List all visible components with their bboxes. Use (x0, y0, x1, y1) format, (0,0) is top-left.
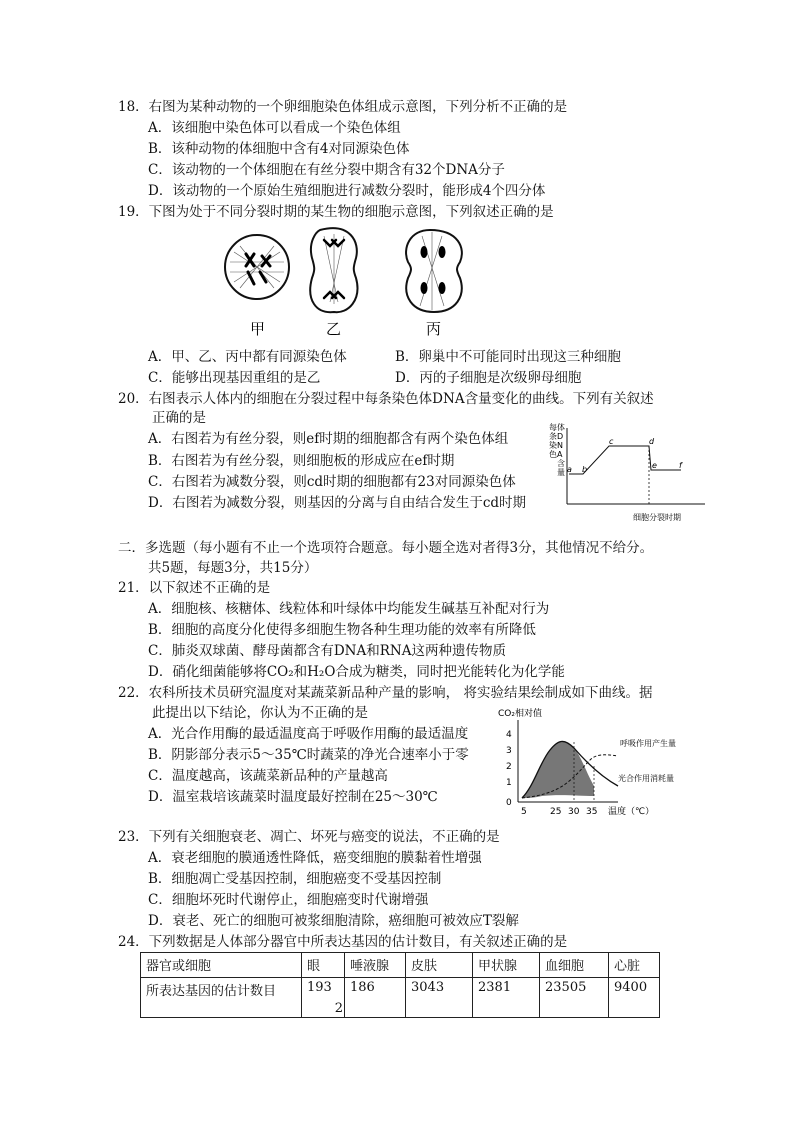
table-header-cell: 唾液腺 (345, 953, 406, 978)
ytick-3: 3 (506, 746, 512, 756)
point-d: d (649, 437, 655, 446)
legend-respiration: 呼吸作用产生量 (620, 739, 676, 748)
co2-chart-xlabel: 温度（℃） (608, 807, 655, 817)
co2-chart-ylabel: CO₂相对值 (498, 709, 542, 719)
cell-yi (310, 228, 357, 312)
q24-stem: 24．下列数据是人体部分器官中所表达基因的估计数目，有关叙述正确的是 (118, 934, 568, 950)
point-c: c (609, 437, 614, 446)
q18-option-c: C．该动物的一个体细胞在有丝分裂中期含有32个DNA分子 (148, 162, 505, 178)
xtick-25: 25 (550, 807, 562, 817)
q20-option-a: A．右图若为有丝分裂，则ef时期的细胞都含有两个染色体组 (148, 431, 509, 447)
q20-option-d: D．右图若为减数分裂，则基因的分离与自由结合发生于cd时期 (148, 495, 527, 511)
table-header-cell: 血细胞 (540, 953, 609, 978)
q22-option-c: C．温度越高，该蔬菜新品种的产量越高 (148, 768, 388, 784)
table-header-cell: 皮肤 (406, 953, 473, 978)
table-header-row (141, 953, 660, 978)
q18-stem: 18．右图为某种动物的一个卵细胞染色体组成示意图，下列分析不正确的是 (118, 99, 568, 115)
q19-option-b: B．卵巢中不可能同时出现这三种细胞 (395, 349, 621, 365)
table-header-cell: 眼 (302, 953, 345, 978)
point-a: a (567, 465, 572, 474)
point-e: e (652, 461, 657, 470)
q23-option-c: C．细胞坏死时代谢停止，细胞癌变时代谢增强 (148, 892, 429, 908)
q20-stem-line1: 20．右图表示人体内的细胞在分裂过程中每条染色体DNA含量变化的曲线。下列有关叙述 (118, 391, 654, 407)
cell-label-jia: 甲 (250, 320, 266, 338)
table-cell: 3043 (406, 978, 473, 1018)
ytick-2: 2 (506, 762, 512, 772)
legend-photosynthesis: 光合作用消耗量 (618, 774, 674, 783)
ytick-4: 4 (506, 730, 512, 740)
table-cell: 186 (345, 978, 406, 1018)
section2-heading-line1: 二．多选题（每小题有不止一个选项符合题意。每小题全选对者得3分，其他情况不给分。 (118, 540, 654, 556)
eye-value-line2: 2 (334, 1001, 343, 1016)
dna-graph-xlabel: 细胞分裂时期 (633, 513, 681, 522)
xtick-35: 35 (586, 807, 598, 817)
q19-option-c: C．能够出现基因重组的是乙 (148, 370, 321, 386)
section2-heading-line2: 共5题，每题3分，共15分） (148, 560, 318, 576)
q21-option-d: D．硝化细菌能够将CO₂和H₂O合成为糖类，同时把光能转化为化学能 (148, 664, 565, 680)
q19-option-d: D．丙的子细胞是次级卵母细胞 (395, 370, 582, 386)
q23-option-a: A．衰老细胞的膜通透性降低，癌变细胞的膜黏着性增强 (148, 850, 482, 866)
q21-option-a: A．细胞核、核糖体、线粒体和叶绿体中均能发生碱基互补配对行为 (148, 601, 550, 617)
q19-stem: 19．下图为处于不同分裂时期的某生物的细胞示意图，下列叙述正确的是 (118, 204, 554, 220)
ytick-0: 0 (506, 798, 512, 808)
gene-expression-table (140, 952, 660, 1018)
q22-option-d: D．温室栽培该蔬菜时温度最好控制在25～30℃ (148, 789, 438, 805)
cell-jia (225, 235, 289, 299)
q19-option-a: A．甲、乙、丙中都有同源染色体 (148, 349, 347, 365)
q20-option-c: C．右图若为减数分裂，则cd时期的细胞都有23对同源染色体 (148, 474, 516, 490)
q22-option-b: B．阴影部分表示5～35℃时蔬菜的净光合速率小于零 (148, 747, 469, 763)
table-row-label: 所表达基因的估计数目 (141, 978, 302, 1018)
q18-option-d: D．该动物的一个原始生殖细胞进行减数分裂时，能形成4个四分体 (148, 183, 546, 199)
point-b: b (582, 465, 588, 474)
ytick-1: 1 (506, 778, 512, 788)
q21-stem: 21．以下叙述不正确的是 (118, 580, 271, 596)
cell-bing (406, 230, 462, 312)
q22-stem-line1: 22．农科所技术员研究温度对某蔬菜新品种产量的影响， 将实验结果绘制成如下曲线。据 (118, 685, 653, 701)
xtick-30: 30 (568, 807, 580, 817)
dna-graph-ylabel: 每条染色体 D N A 含量 (549, 423, 565, 477)
cell-division-figure (220, 222, 480, 342)
q20-option-b: B．右图若为有丝分裂，则细胞板的形成应在ef时期 (148, 453, 455, 469)
dna-content-graph (545, 420, 720, 525)
table-cell: 2381 (473, 978, 540, 1018)
q22-stem-line2: 此提出以下结论，你认为不正确的是 (152, 705, 368, 721)
q23-stem: 23．下列有关细胞衰老、凋亡、坏死与癌变的说法，不正确的是 (118, 829, 500, 845)
q21-option-b: B．细胞的高度分化使得多细胞生物各种生理功能的效率有所降低 (148, 622, 536, 638)
xtick-5: 5 (521, 807, 527, 817)
table-header-cell: 甲状腺 (473, 953, 540, 978)
temperature-co2-chart (490, 706, 680, 818)
cell-label-yi: 乙 (326, 320, 342, 338)
q23-option-d: D．衰老、死亡的细胞可被浆细胞清除，癌细胞可被效应T裂解 (148, 913, 519, 929)
table-header-cell: 器官或细胞 (141, 953, 302, 978)
table-cell: 23505 (540, 978, 609, 1018)
eye-value-line1: 193 (307, 980, 332, 995)
table-header-cell: 心脏 (609, 953, 660, 978)
cell-label-bing: 丙 (426, 320, 442, 338)
q18-option-a: A．该细胞中染色体可以看成一个染色体组 (148, 120, 401, 136)
table-cell-eye (302, 978, 345, 1018)
q22-option-a: A．光合作用酶的最适温度高于呼吸作用酶的最适温度 (148, 726, 469, 742)
q23-option-b: B．细胞凋亡受基因控制，细胞癌变不受基因控制 (148, 871, 442, 887)
q21-option-c: C．肺炎双球菌、酵母菌都含有DNA和RNA这两种遗传物质 (148, 643, 506, 659)
q20-stem-line2: 正确的是 (152, 410, 206, 426)
table-row (141, 978, 660, 1018)
table-cell: 9400 (609, 978, 660, 1018)
point-f: f (679, 461, 682, 470)
q18-option-b: B．该种动物的体细胞中含有4对同源染色体 (148, 141, 410, 157)
